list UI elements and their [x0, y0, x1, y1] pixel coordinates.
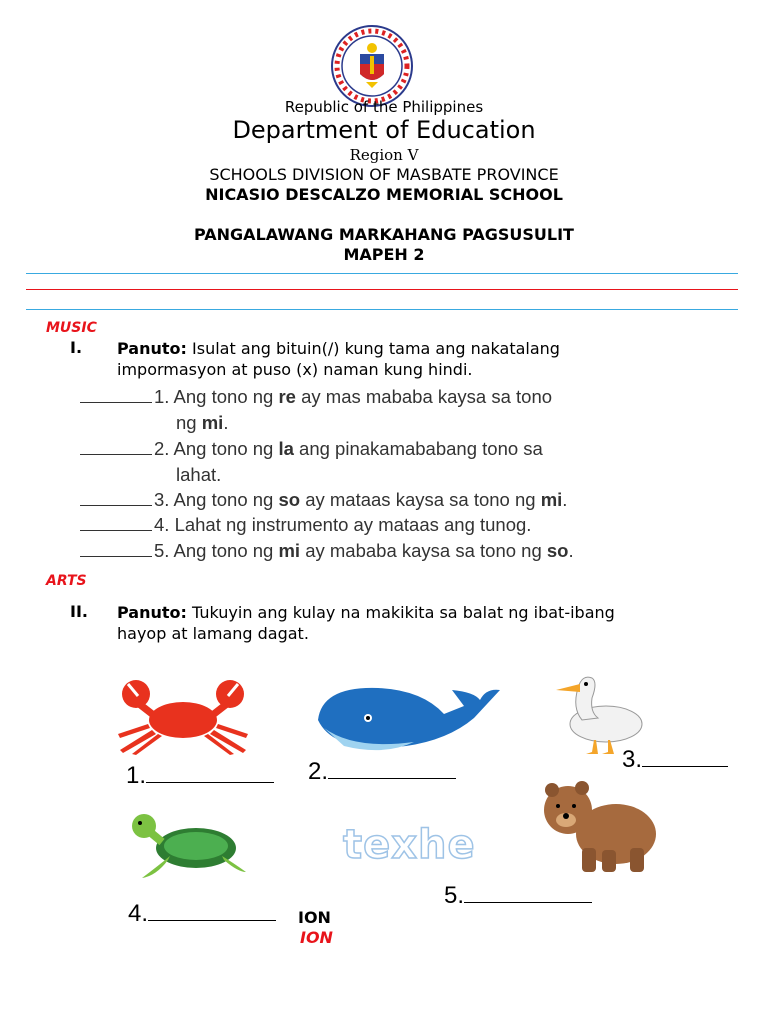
- music-item-2: 2. Ang tono ng la ang pinakamababang tono sa: [80, 438, 543, 460]
- divider-blue-top: [26, 273, 738, 274]
- panuto-label: Panuto:: [117, 603, 187, 622]
- turtle-icon: [128, 812, 250, 884]
- deped-seal-icon: [330, 24, 414, 108]
- section-label-arts: ARTS: [46, 573, 87, 589]
- divider-blue-bottom: [26, 309, 738, 310]
- roman-numeral-2: II.: [70, 602, 88, 621]
- section-label-music: MUSIC: [46, 320, 97, 336]
- covered-label-fragment: ION: [298, 908, 331, 927]
- arts-instruction: Panuto: Tukuyin ang kulay na makikita sa balat ng ibat-ibang hayop at lamang dagat.: [117, 603, 615, 643]
- music-item-1-continued: ng mi.: [176, 412, 229, 433]
- roman-numeral-1: I.: [70, 338, 83, 357]
- division-line: SCHOOLS DIVISION OF MASBATE PROVINCE: [209, 165, 559, 184]
- music-item-3: 3. Ang tono ng so ay mataas kaysa sa tono ng mi.: [80, 489, 567, 511]
- music-item-1: 1. Ang tono ng re ay mas mababa kaysa sa tono: [80, 386, 552, 408]
- music-item-5: 5. Ang tono ng mi ay mababa kaysa sa tono ng so.: [80, 540, 574, 562]
- whale-icon: [314, 680, 502, 754]
- republic-line: Republic of the Philippines: [284, 98, 484, 116]
- answer-blank[interactable]: [464, 901, 592, 903]
- subject-title: MAPEH 2: [343, 245, 425, 264]
- exam-title: PANGALAWANG MARKAHANG PAGSUSULIT: [194, 225, 574, 244]
- answer-blank[interactable]: [642, 765, 728, 767]
- music-instruction: Panuto: Isulat ang bituin(/) kung tama ang nakatalang impormasyon at puso (x) naman kung hindi.: [117, 339, 560, 379]
- divider-red: [26, 289, 738, 290]
- answer-blank[interactable]: [80, 555, 152, 557]
- answer-blank[interactable]: [80, 453, 152, 455]
- answer-blank[interactable]: [80, 504, 152, 506]
- bear-icon: [540, 776, 660, 874]
- watermark-text: texhe: [343, 822, 476, 868]
- answer-blank[interactable]: [328, 777, 456, 779]
- answer-blank[interactable]: [148, 919, 276, 921]
- animal-answer-3: 3.: [622, 746, 728, 774]
- crab-icon: [114, 676, 252, 756]
- answer-blank[interactable]: [80, 529, 152, 531]
- department-title: Department of Education: [232, 116, 536, 144]
- answer-blank[interactable]: [146, 781, 274, 783]
- music-item-2-continued: lahat.: [176, 464, 222, 485]
- covered-label-fragment-red: ION: [300, 928, 333, 947]
- animal-answer-4: 4.: [128, 900, 276, 928]
- duck-icon: [552, 668, 648, 756]
- panuto-label: Panuto:: [117, 339, 187, 358]
- school-name: NICASIO DESCALZO MEMORIAL SCHOOL: [205, 185, 563, 204]
- animal-answer-5: 5.: [444, 882, 592, 910]
- animal-answer-1: 1.: [126, 762, 274, 790]
- animal-answer-2: 2.: [308, 758, 456, 786]
- region-line: Region V: [349, 146, 419, 164]
- music-item-4: 4. Lahat ng instrumento ay mataas ang tunog.: [80, 514, 531, 536]
- answer-blank[interactable]: [80, 401, 152, 403]
